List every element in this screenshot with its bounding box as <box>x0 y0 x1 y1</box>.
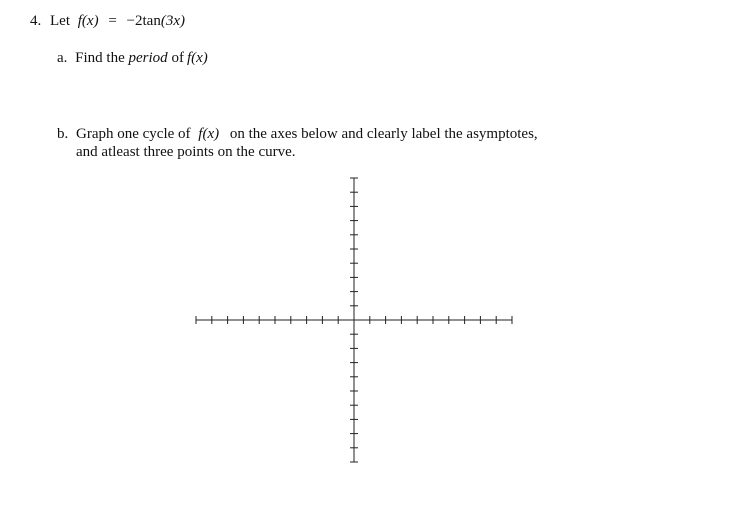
part-a-label: a. <box>57 50 68 66</box>
part-a-function: f(x) <box>186 50 208 66</box>
equals-sign: = <box>108 13 117 29</box>
axes-group <box>196 178 512 462</box>
part-b-line1-after: on the axes below and clearly label the asymptotes, <box>229 126 538 142</box>
part-b-line2: and atleast three points on the curve. <box>76 144 296 160</box>
part-a-text-after: of <box>171 50 184 66</box>
problem-number: 4. <box>30 13 42 29</box>
part-b-function: f(x) <box>198 126 220 142</box>
part-b-line1-before: Graph one cycle of <box>76 126 191 142</box>
function-arg: (3x) <box>160 13 185 29</box>
problem-intro: Let <box>50 13 70 29</box>
function-name: tan <box>142 13 161 29</box>
part-b-label: b. <box>57 126 69 142</box>
part-a-text-before: Find the <box>75 50 125 66</box>
function-lhs: f(x) <box>77 13 99 29</box>
function-coeff: −2 <box>126 13 143 29</box>
part-a-italic-word: period <box>128 50 168 66</box>
